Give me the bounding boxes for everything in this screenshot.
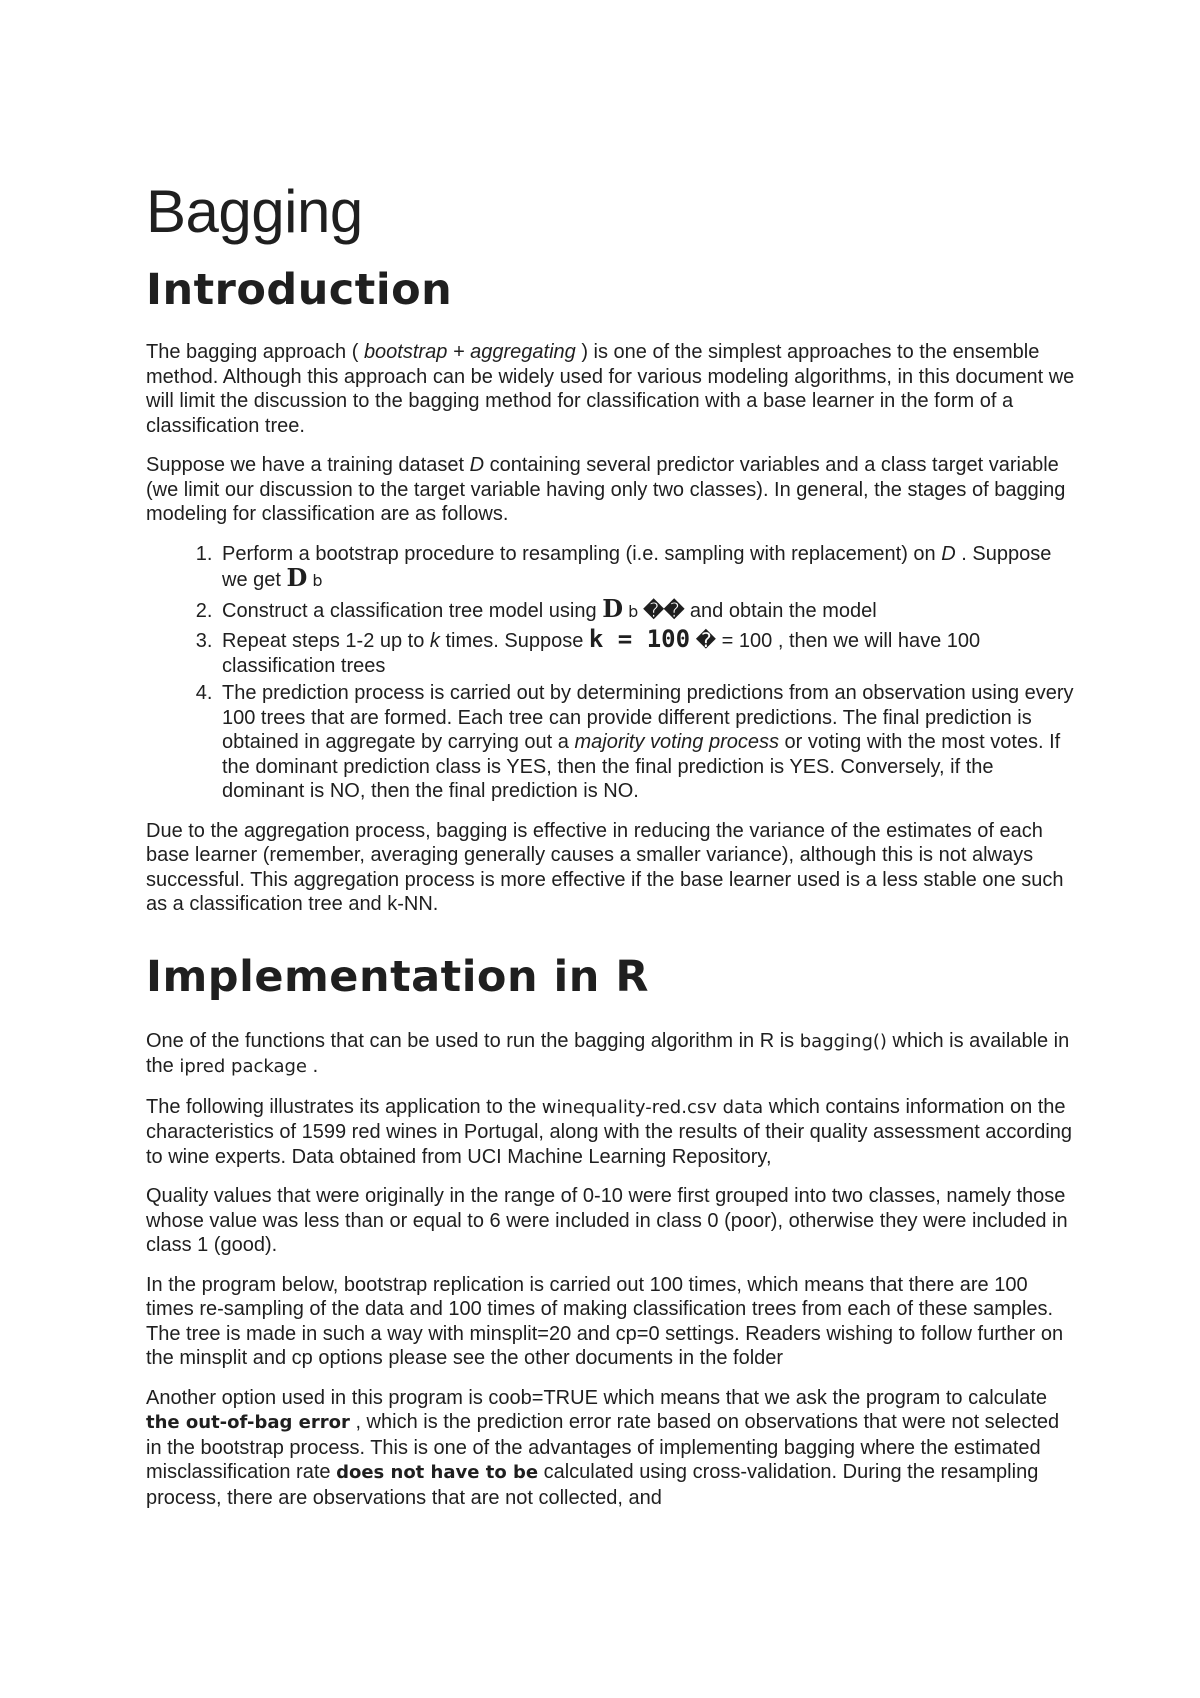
impl-paragraph-4: In the program below, bootstrap replication is carried out 100 times, which means that there are 100 times re-sampling of the data and 100 times of making classification trees from each of these samples. The tree is made in such a way with minsplit=20 and cp=0 settings. Readers wishing to follow further on the minsplit and cp options please see the other documents in the folder — [146, 1273, 1064, 1369]
list-item: 3. Repeat steps 1-2 up to k times. Suppose k = 100 � = 100 , then we will have 100 classification trees — [218, 627, 1076, 678]
list-item: 4. The prediction process is carried out by determining predictions from an observation using every 100 trees that are formed. Each tree can provide different predictions. The final prediction is obtained in aggregate by carrying out a majority voting process or voting with the most votes. If the dominant prediction class is YES, then the final prediction is YES. Conversely, if the dominant is NO, then the final prediction is NO. — [218, 681, 1076, 804]
impl-paragraph-1: One of the functions that can be used to run the bagging algorithm in R is bagging() which is available in the ipred package . — [146, 1029, 1070, 1077]
section-heading-introduction: Introduction — [146, 265, 453, 315]
intro-paragraph-2: Suppose we have a training dataset D containing several predictor variables and a class target variable (we limit our discussion to the target variable having only two classes). In general, the stages of bagging modeling for classification are as follows. — [146, 454, 1066, 525]
list-item: 1. Perform a bootstrap procedure to resampling (i.e. sampling with replacement) on D . Suppose we get D b — [218, 542, 1076, 594]
bagging-steps-list — [146, 542, 1076, 804]
impl-paragraph-3: Quality values that were originally in the range of 0-10 were first grouped into two classes, namely those whose value was less than or equal to 6 were included in class 0 (poor), otherwise they were included in class 1 (good). — [146, 1185, 1068, 1256]
impl-paragraph-5: Another option used in this program is coob=TRUE which means that we ask the program to calculate the out-of-bag error , which is the prediction error rate based on observations that were not selected in the bootstrap process. This is one of the advantages of implementing bagging where the estimated misclassification rate does not have to be calculated using cross-validation. During the resampling process, there are observations that are not collected, and — [146, 1386, 1060, 1509]
intro-paragraph-1: The bagging approach ( bootstrap + aggregating ) is one of the simplest approaches to the ensemble method. Although this approach can be widely used for various modeling algorithms, in this document we will limit the discussion to the bagging method for classification with a base learner in the form of a classification tree. — [146, 341, 1075, 437]
intro-paragraph-3: Due to the aggregation process, bagging is effective in reducing the variance of the estimates of each base learner (remember, averaging generally causes a smaller variance), although this is not always successful. This aggregation process is more effective if the base learner used is a less stable one such as a classification tree and k-NN. — [146, 819, 1064, 915]
impl-paragraph-2: The following illustrates its application to the winequality-red.csv data which contains information on the characteristics of 1599 red wines in Portugal, along with the results of their quality assessment according to wine experts. Data obtained from UCI Machine Learning Repository, — [146, 1095, 1073, 1168]
list-item: 2. Construct a classification tree model using D b �� and obtain the model — [218, 597, 1076, 625]
document-title: Bagging — [146, 178, 363, 245]
section-heading-implementation: Implementation in R — [146, 951, 649, 1002]
document-body — [146, 178, 1076, 1525]
